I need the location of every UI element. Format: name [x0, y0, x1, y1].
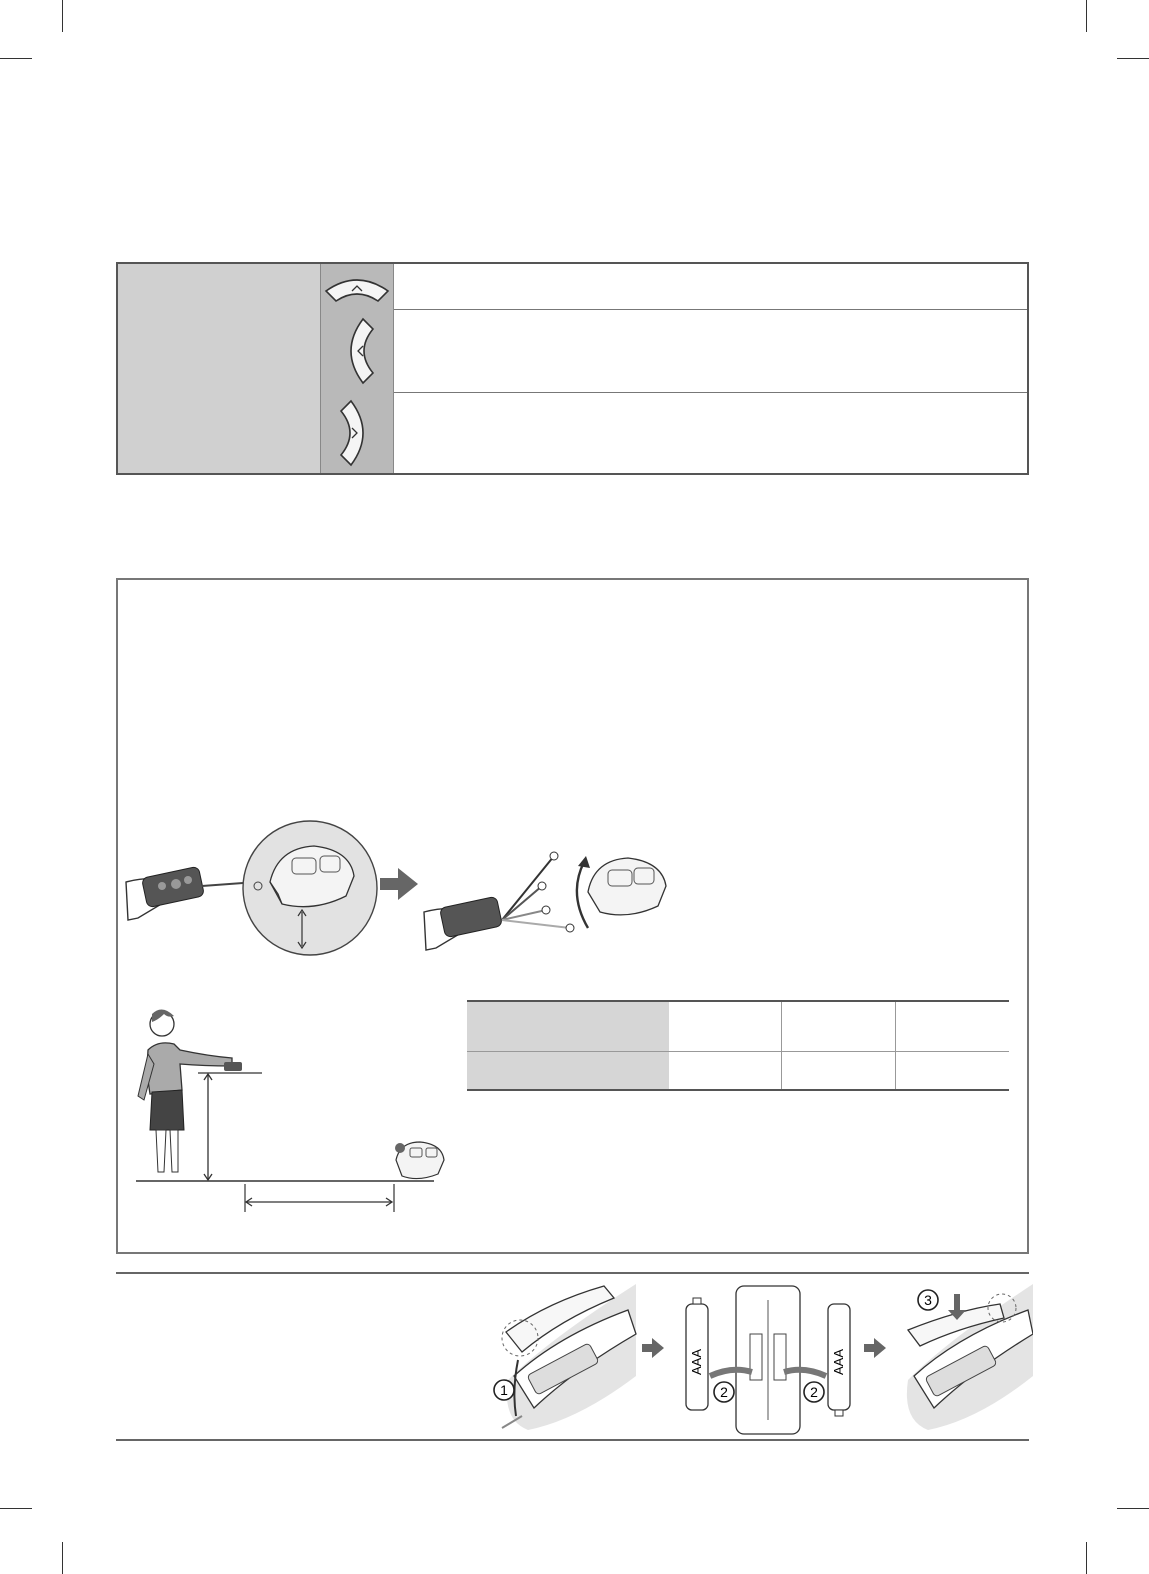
table-row-label: [467, 1052, 669, 1089]
button-icon-cell: [321, 309, 394, 392]
table-header-label: [467, 1002, 669, 1051]
crop-mark: [0, 1508, 32, 1509]
up-arrow-button-icon: [322, 267, 392, 307]
table-row: [118, 309, 1027, 393]
button-name-cell: [118, 264, 321, 309]
crop-mark: [1086, 0, 1087, 32]
robot-vacuum-icon: [588, 858, 666, 915]
distance-illustration: [128, 1000, 468, 1215]
section-divider: [116, 1272, 1029, 1274]
remote-pointing-illustration: [118, 820, 678, 960]
person-icon: [138, 1009, 242, 1172]
button-name-cell: [118, 309, 321, 392]
button-icon-cell: [321, 264, 394, 309]
crop-mark: [1117, 1508, 1149, 1509]
right-arrow-icon: [380, 868, 418, 900]
button-description: [394, 264, 1027, 309]
right-arrow-icon: [864, 1338, 886, 1358]
hand-remote-icon: [424, 896, 502, 950]
right-arrow-button-icon: [337, 397, 377, 469]
step-number: 2: [810, 1384, 818, 1400]
button-icon-cell: [321, 392, 394, 473]
table-cell: [782, 1002, 895, 1051]
crop-mark: [1086, 1542, 1087, 1574]
table-rule: [467, 1089, 1009, 1091]
control-button-table: [116, 262, 1029, 475]
table-cell: [669, 1052, 781, 1089]
step-number: 2: [720, 1384, 728, 1400]
aaa-battery-icon: [828, 1304, 850, 1416]
robot-vacuum-icon: [395, 1142, 444, 1179]
battery-compartment-icon: [736, 1286, 800, 1434]
crop-mark: [0, 58, 32, 59]
crop-mark: [1117, 58, 1149, 59]
section-divider: [116, 1439, 1029, 1441]
step-number: 1: [500, 1382, 508, 1398]
button-description: [394, 309, 1027, 392]
battery-label: AAA: [689, 1348, 704, 1376]
distance-table: [467, 1000, 1009, 1091]
button-name-cell: [118, 392, 321, 473]
table-cell: [669, 1002, 781, 1051]
table-cell: [782, 1052, 895, 1089]
table-cell: [896, 1002, 1009, 1051]
table-row: [118, 264, 1027, 310]
aaa-battery-icon: [686, 1298, 708, 1410]
crop-mark: [62, 0, 63, 32]
battery-install-illustration: [488, 1280, 1033, 1436]
button-description: [394, 392, 1027, 473]
table-cell: [896, 1052, 1009, 1089]
crop-mark: [62, 1542, 63, 1574]
hand-remote-icon: [126, 866, 204, 920]
step-number: 3: [924, 1292, 932, 1308]
remote-open-cover-icon: [502, 1284, 636, 1430]
table-row: [118, 392, 1027, 473]
right-arrow-icon: [642, 1338, 664, 1358]
battery-label: AAA: [831, 1348, 846, 1376]
left-arrow-button-icon: [337, 315, 377, 387]
